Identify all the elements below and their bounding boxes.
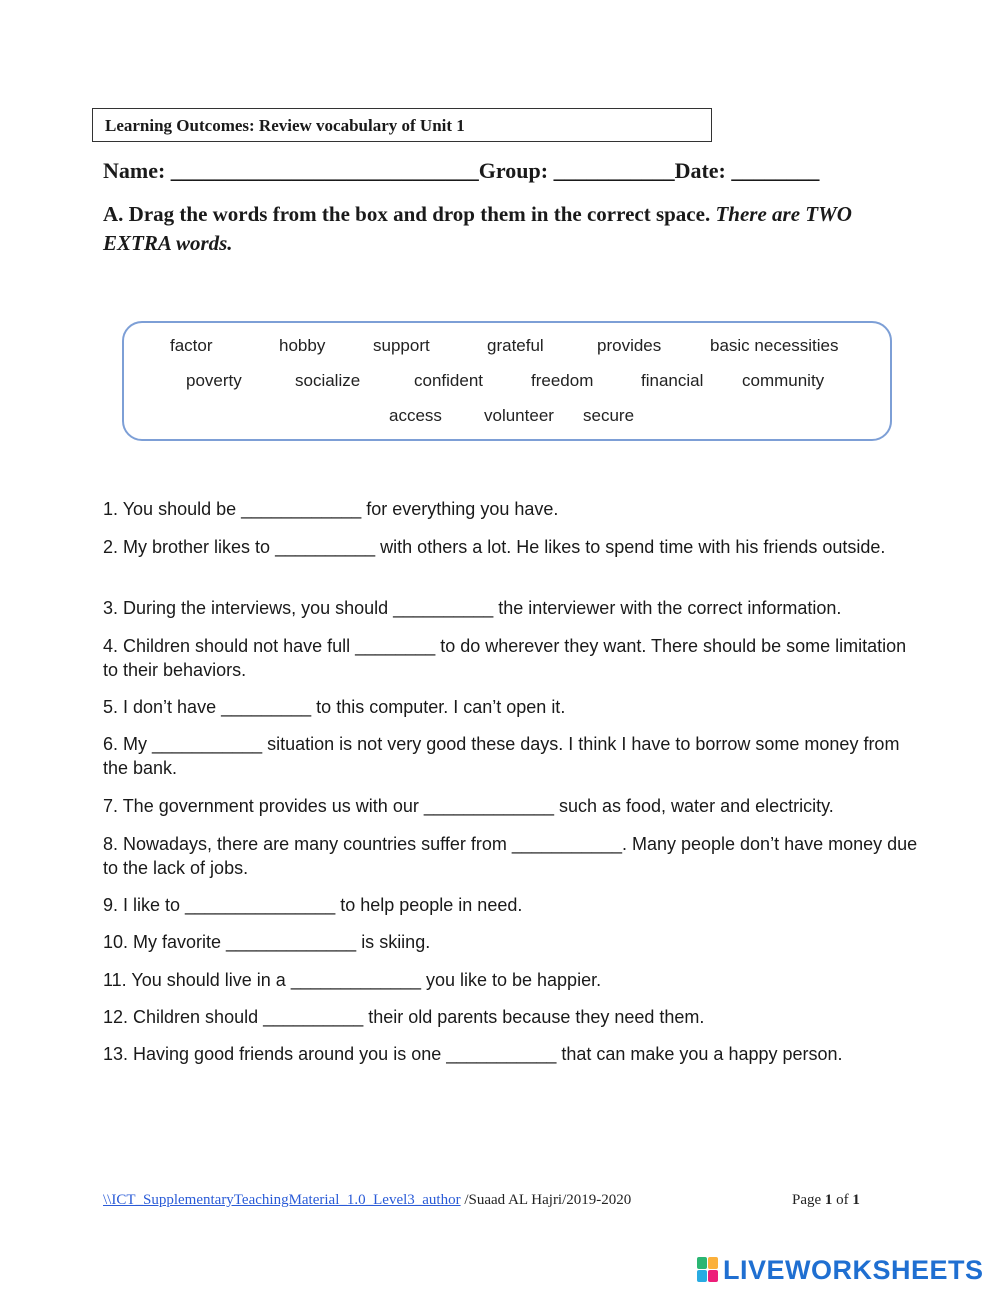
word-bank-item[interactable]: socialize [295, 371, 361, 390]
footer-author: /Suaad AL Hajri/2019-2020 [460, 1192, 632, 1208]
question-item: 9. I like to _______________ to help people in need. [103, 895, 523, 915]
word-bank-item[interactable]: secure [583, 406, 635, 425]
word-bank-item[interactable]: provides [597, 336, 662, 355]
word-bank-box [122, 321, 892, 441]
word-bank-item[interactable]: factor [170, 336, 213, 355]
question-item: 3. During the interviews, you should __________ the interviewer with the correct information. [103, 598, 842, 618]
instructions-main: A. Drag the words from the box and drop them in the correct space. [103, 202, 711, 226]
name-group-date-line: Name: ____________________________Group: ___________Date: ________ [103, 158, 820, 183]
liveworksheets-logo [697, 1255, 984, 1285]
footer-link[interactable]: \\ICT_SupplementaryTeachingMaterial_1.0_Level3_author [103, 1192, 461, 1208]
word-bank-item[interactable]: confident [414, 371, 483, 390]
question-item: 10. My favorite _____________ is skiing. [103, 932, 431, 952]
question-item: 2. My brother likes to __________ with others a lot. He likes to spend time with his friends outside. [103, 537, 886, 557]
instructions [103, 200, 893, 258]
question-item: 5. I don’t have _________ to this computer. I can’t open it. [103, 697, 566, 717]
word-bank-item[interactable]: freedom [531, 371, 594, 390]
logo-text: LIVEWORKSHEETS [723, 1254, 984, 1285]
question-item: 13. Having good friends around you is one ___________ that can make you a happy person. [103, 1044, 843, 1064]
word-bank-item[interactable]: volunteer [484, 406, 554, 425]
word-bank-item[interactable]: support [373, 336, 430, 355]
word-bank-item[interactable]: access [389, 406, 442, 425]
word-bank-item[interactable]: poverty [186, 371, 242, 390]
word-bank-item[interactable]: community [742, 371, 825, 390]
learning-outcomes-box [92, 108, 712, 142]
question-item: 4. Children should not have full ________ to do wherever they want. There should be some limitation to their behaviors. [103, 636, 907, 680]
question-item: 6. My ___________ situation is not very good these days. I think I have to borrow some money from the bank. [103, 734, 900, 778]
question-item: 11. You should live in a _____________ you like to be happier. [103, 970, 602, 990]
word-bank-item[interactable]: basic necessities [710, 336, 839, 355]
learning-outcomes-text: Learning Outcomes: Review vocabulary of Unit 1 [105, 116, 465, 135]
question-item: 7. The government provides us with our _____________ such as food, water and electricity. [103, 796, 834, 816]
instructions-emphasis: There are TWO EXTRA words. [103, 202, 852, 255]
logo-mark-icon [697, 1257, 719, 1283]
word-bank-item[interactable]: grateful [487, 336, 544, 355]
word-bank-item[interactable]: hobby [279, 336, 326, 355]
footer-source [103, 1192, 631, 1209]
word-bank-item[interactable]: financial [641, 371, 704, 390]
page-number: Page 1 of 1 [792, 1192, 860, 1208]
question-item: 1. You should be ____________ for everything you have. [103, 499, 559, 519]
question-item: 12. Children should __________ their old parents because they need them. [103, 1007, 705, 1027]
question-item: 8. Nowadays, there are many countries suffer from ___________. Many people don’t have money due to the lack of jobs. [103, 834, 918, 878]
